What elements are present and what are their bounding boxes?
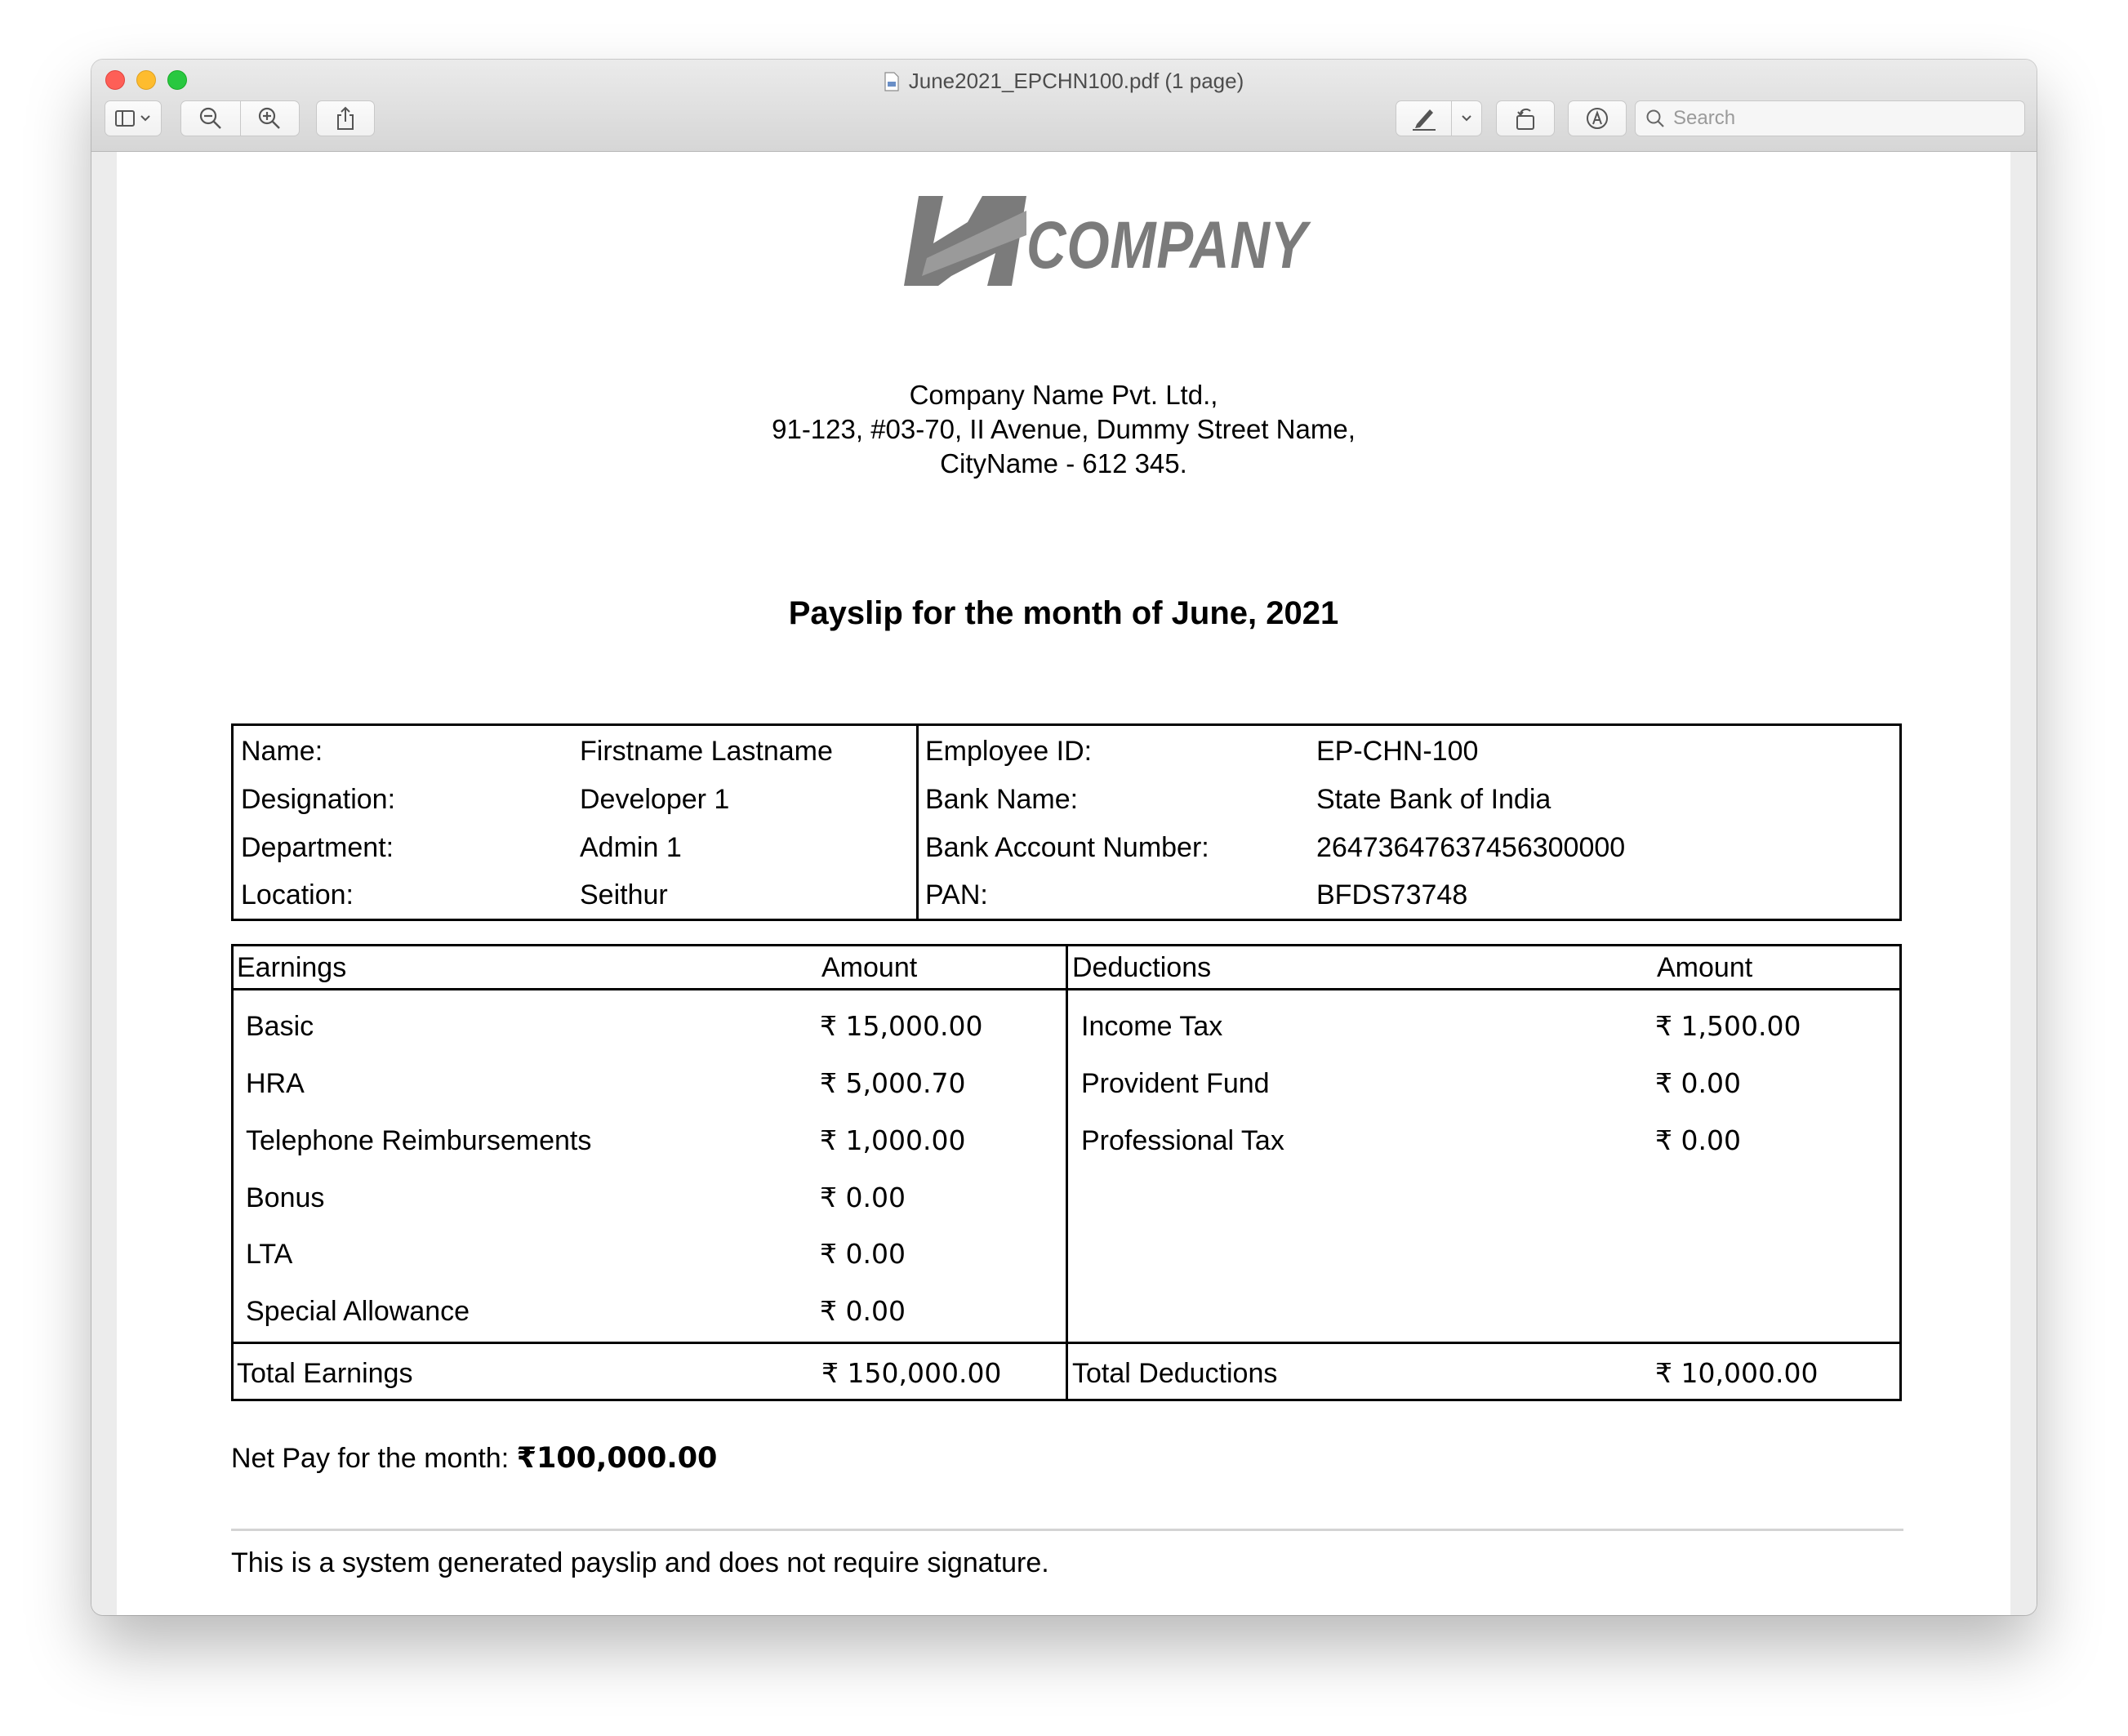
- net-pay-label: Net Pay for the month:: [231, 1443, 510, 1474]
- designation-label: Designation:: [241, 784, 396, 815]
- department-value: Admin 1: [580, 832, 682, 863]
- zoom-control: [180, 100, 300, 136]
- document-area[interactable]: [91, 152, 2037, 1615]
- earning-row-amount: ₹ 1,000.00: [820, 1124, 966, 1156]
- search-input[interactable]: [1672, 106, 2024, 131]
- location-value: Seithur: [580, 879, 668, 910]
- total-deductions-value: ₹ 10,000.00: [1655, 1357, 1819, 1389]
- bank-account-label: Bank Account Number:: [925, 832, 1209, 863]
- earnings-amount-header: Amount: [821, 952, 918, 983]
- total-earnings-label: Total Earnings: [237, 1358, 413, 1389]
- net-pay: [231, 1440, 717, 1476]
- deduction-row-amount: ₹ 0.00: [1655, 1124, 1741, 1156]
- employee-id-label: Employee ID:: [925, 736, 1093, 767]
- preview-window: [91, 60, 2037, 1615]
- payslip-heading: Payslip for the month of June, 2021: [788, 595, 1339, 631]
- pan-value: BFDS73748: [1316, 879, 1468, 910]
- total-deductions-label: Total Deductions: [1072, 1358, 1278, 1389]
- company-logo-text: COMPANY: [1026, 208, 1308, 283]
- markup-button[interactable]: [1396, 106, 1451, 131]
- bank-account-value: 26473647637456300000: [1316, 832, 1626, 863]
- designation-value: Developer 1: [580, 784, 730, 815]
- search-field[interactable]: [1635, 100, 2025, 136]
- markup-pen-icon: [1410, 106, 1438, 131]
- earning-row-amount: ₹ 0.00: [820, 1182, 906, 1213]
- earnings-header: Earnings: [237, 952, 347, 983]
- pdf-page: [117, 152, 2010, 1615]
- earning-row-label: Special Allowance: [246, 1296, 470, 1327]
- earning-row-label: Basic: [246, 1011, 314, 1042]
- rotate-button[interactable]: [1496, 100, 1555, 136]
- net-pay-value: ₹100,000.00: [516, 1442, 718, 1475]
- employee-info-table: [231, 723, 1902, 921]
- markup-control: [1396, 100, 1482, 136]
- footer-note: This is a system generated payslip and does not require signature.: [231, 1547, 1049, 1578]
- earning-row-amount: ₹ 15,000.00: [820, 1010, 983, 1042]
- name-label: Name:: [241, 736, 323, 767]
- pdf-document-icon: [884, 72, 899, 91]
- earning-row-amount: ₹ 0.00: [820, 1295, 906, 1327]
- column-divider: [916, 726, 919, 919]
- company-logo: [904, 194, 1308, 292]
- title-bar[interactable]: [91, 60, 2037, 152]
- sidebar-toggle-button[interactable]: [105, 100, 162, 136]
- rotate-icon: [1512, 106, 1538, 131]
- share-icon: [335, 106, 356, 131]
- chevron-down-icon: [140, 114, 151, 122]
- address-line-3: CityName - 612 345.: [940, 448, 1187, 479]
- share-button[interactable]: [316, 100, 375, 136]
- markup-toolbar-button[interactable]: [1568, 100, 1627, 136]
- deductions-amount-header: Amount: [1657, 952, 1753, 983]
- bank-name-label: Bank Name:: [925, 784, 1079, 815]
- earning-row-label: Telephone Reimbursements: [246, 1125, 592, 1156]
- deduction-row-label: Income Tax: [1081, 1011, 1223, 1042]
- deduction-row-label: Professional Tax: [1081, 1125, 1284, 1156]
- earning-row-label: Bonus: [246, 1182, 325, 1213]
- zoom-in-button[interactable]: [241, 106, 300, 131]
- zoom-out-button[interactable]: [181, 106, 240, 131]
- deduction-row-amount: ₹ 0.00: [1655, 1067, 1741, 1099]
- footer-rule: [231, 1529, 1903, 1531]
- markup-circle-icon: [1585, 106, 1609, 131]
- bank-name-value: State Bank of India: [1316, 784, 1551, 815]
- company-logo-mark-icon: [904, 194, 1026, 291]
- window-title: June2021_EPCHN100.pdf (1 page): [908, 69, 1244, 93]
- deduction-row-amount: ₹ 1,500.00: [1655, 1010, 1801, 1042]
- deduction-row-label: Provident Fund: [1081, 1068, 1270, 1099]
- zoom-out-icon: [198, 106, 223, 131]
- company-address: [117, 378, 2010, 481]
- window-title-area: [91, 69, 2037, 92]
- zoom-in-icon: [257, 106, 282, 131]
- deductions-header: Deductions: [1072, 952, 1212, 983]
- earning-row-amount: ₹ 5,000.70: [820, 1067, 966, 1099]
- search-icon: [1645, 109, 1665, 128]
- location-label: Location:: [241, 879, 354, 910]
- sidebar-icon: [115, 109, 138, 127]
- total-earnings-value: ₹ 150,000.00: [821, 1357, 1002, 1389]
- name-value: Firstname Lastname: [580, 736, 833, 767]
- pan-label: PAN:: [925, 879, 988, 910]
- earning-row-label: HRA: [246, 1068, 305, 1099]
- employee-id-value: EP-CHN-100: [1316, 736, 1479, 767]
- earning-row-amount: ₹ 0.00: [820, 1238, 906, 1270]
- address-line-1: Company Name Pvt. Ltd.,: [909, 380, 1218, 410]
- earning-row-label: LTA: [246, 1239, 293, 1270]
- markup-menu-button[interactable]: [1452, 114, 1481, 122]
- chevron-down-icon: [1461, 114, 1472, 122]
- earnings-deductions-table: [231, 944, 1902, 1401]
- department-label: Department:: [241, 832, 394, 863]
- column-divider: [1066, 946, 1068, 1399]
- address-line-2: 91-123, #03-70, II Avenue, Dummy Street Name,: [772, 414, 1356, 444]
